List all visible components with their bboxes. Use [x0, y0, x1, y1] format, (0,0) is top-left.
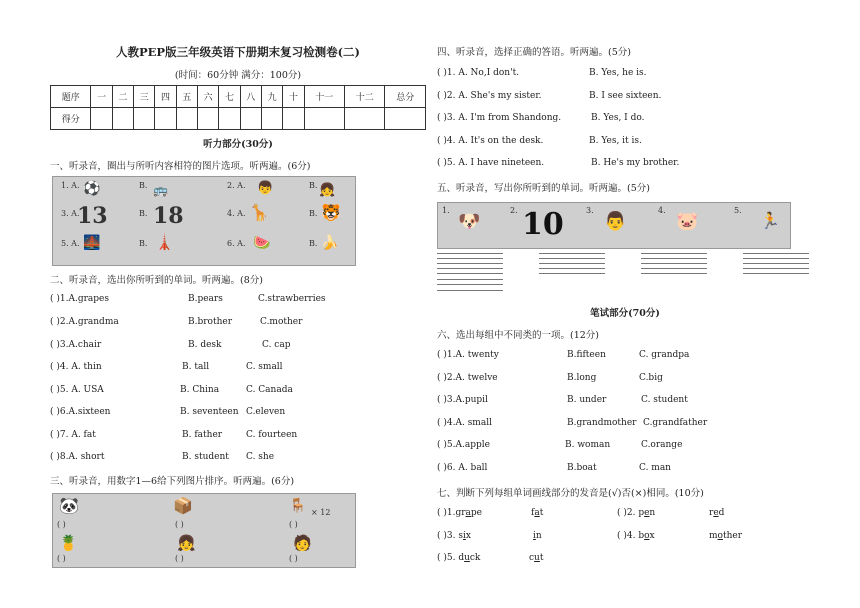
option-b: B. father — [182, 430, 223, 440]
girl-icon: 👧 — [319, 183, 336, 198]
answer-bracket[interactable]: ( ) — [289, 520, 298, 529]
score-entry[interactable] — [283, 108, 304, 130]
pineapple-icon: 🍍 — [59, 534, 78, 552]
option-b: B. Yes, it is. — [589, 136, 642, 146]
exam-info: (时间：60分钟 满分：100分) — [174, 70, 302, 81]
section5-picture-strip — [437, 202, 791, 249]
question-item[interactable]: ( )4. A. It's on the desk. — [437, 136, 544, 146]
dog-icon: 🐶 — [458, 211, 481, 232]
question-item[interactable]: ( )2.A. twelve — [437, 373, 498, 383]
question-item[interactable]: ( )2. pen — [617, 508, 656, 518]
option-c: C.grandfather — [643, 418, 708, 428]
question-item[interactable]: ( )5.A.apple — [437, 440, 490, 450]
question-item[interactable]: ( )2. A. She's my sister. — [437, 91, 542, 101]
question-item[interactable]: ( )1.grape — [437, 508, 483, 518]
label: 1. — [442, 206, 450, 215]
bridge-icon: 🌉 — [83, 235, 101, 251]
option-b: B.grandmother — [567, 418, 637, 428]
man-icon: 👨 — [604, 211, 627, 232]
section2-heading: 二、听录音，选出你所听到的单词。听两遍。(8分) — [50, 275, 263, 286]
score-cell: 十一 — [304, 86, 344, 108]
score-entry[interactable] — [91, 108, 112, 130]
option-c: C. grandpa — [639, 350, 690, 360]
option-b: B.brother — [188, 317, 232, 327]
label: B. — [139, 209, 148, 218]
label: 3. — [586, 206, 594, 215]
tiger-icon: 🐯 — [321, 203, 341, 222]
times-12-tag: × 12 — [311, 508, 331, 517]
number-13: 13 — [77, 203, 108, 229]
label: 5. — [734, 206, 742, 215]
option-b: B.pears — [188, 294, 223, 304]
question-item[interactable]: ( )8.A. short — [50, 452, 105, 462]
watermelon-icon: 🍉 — [253, 235, 271, 251]
boy-icon: 👦 — [257, 181, 274, 196]
score-cell: 八 — [240, 86, 261, 108]
section3-picture-strip — [52, 493, 356, 568]
option-c: C.big — [639, 373, 663, 383]
answer-line[interactable] — [437, 290, 503, 291]
option-c: C. fourteen — [246, 430, 298, 440]
label: B. — [309, 209, 318, 218]
person-icon: 🧑 — [293, 534, 312, 552]
option-c: C. cap — [262, 340, 291, 350]
label: 1. A. — [61, 181, 80, 190]
option-b: B. woman — [565, 440, 611, 450]
score-entry[interactable] — [198, 108, 219, 130]
option-b: B. seventeen — [180, 407, 239, 417]
giraffe-icon: 🦒 — [249, 203, 269, 222]
option-c: C. small — [246, 362, 283, 372]
question-item[interactable]: ( )3. A. I'm from Shandong. — [437, 113, 562, 123]
soccer-ball-icon: ⚽ — [83, 181, 101, 197]
option-c: C. student — [641, 395, 688, 405]
listening-section-title: 听力部分(30分) — [203, 139, 273, 150]
option-b: B. tall — [182, 362, 210, 372]
question-item[interactable]: ( )6. A. ball — [437, 463, 488, 473]
question-item[interactable]: ( )1. A. No,I don't. — [437, 68, 520, 78]
question-item[interactable]: ( )4. box — [617, 531, 655, 541]
section1-heading: 一、听录音，圈出与所听内容相符的图片选项。听两遍。(6分) — [50, 161, 311, 172]
score-cell: 二 — [112, 86, 133, 108]
section1-picture-strip — [52, 176, 356, 266]
bus-icon: 🚌 — [153, 183, 168, 197]
question-item[interactable]: ( )4. A. thin — [50, 362, 102, 372]
answer-bracket[interactable]: ( ) — [175, 520, 184, 529]
answer-line[interactable] — [437, 284, 503, 285]
score-entry[interactable] — [345, 108, 385, 130]
option-c: C.strawberries — [258, 294, 326, 304]
pig-icon: 🐷 — [676, 211, 699, 232]
panda-icon: 🐼 — [59, 496, 79, 515]
banana-icon: 🍌 — [321, 235, 339, 251]
score-entry[interactable] — [176, 108, 197, 130]
writing-section-title: 笔试部分(70分) — [590, 308, 660, 319]
question-item[interactable]: ( )3.A.chair — [50, 340, 102, 350]
score-cell: 十 — [283, 86, 304, 108]
compare-word: red — [709, 508, 725, 518]
score-table-header-row — [51, 86, 426, 108]
question-item[interactable]: ( )6.A.sixteen — [50, 407, 111, 417]
label: B. — [139, 181, 148, 190]
score-entry[interactable] — [134, 108, 155, 130]
answer-bracket[interactable]: ( ) — [289, 554, 298, 563]
label: 4. A. — [227, 209, 246, 218]
answer-bracket[interactable]: ( ) — [57, 520, 66, 529]
compare-word: cut — [529, 553, 544, 563]
question-item[interactable]: ( )1.A.grapes — [50, 294, 109, 304]
score-entry[interactable] — [261, 108, 282, 130]
question-item[interactable]: ( )3.A.pupil — [437, 395, 488, 405]
option-b: B. I see sixteen. — [589, 91, 662, 101]
label: B. — [139, 239, 148, 248]
score-entry[interactable] — [219, 108, 240, 130]
question-item[interactable]: ( )5. A. I have nineteen. — [437, 158, 545, 168]
score-cell: 五 — [176, 86, 197, 108]
option-b: B.long — [567, 373, 597, 383]
option-b: B. Yes, he is. — [589, 68, 647, 78]
score-table — [50, 85, 426, 130]
question-item[interactable]: ( )5. duck — [437, 553, 481, 563]
option-b: B. Yes, I do. — [591, 113, 645, 123]
score-cell: 三 — [134, 86, 155, 108]
score-entry[interactable] — [385, 108, 426, 130]
label: 2. A. — [227, 181, 246, 190]
option-b: B. He's my brother. — [591, 158, 680, 168]
question-item[interactable]: ( )5. A. USA — [50, 385, 104, 395]
compare-word: in — [533, 531, 542, 541]
box-icon: 📦 — [173, 496, 193, 515]
option-b: B. China — [180, 385, 220, 395]
tower-icon: 🗼 — [155, 233, 174, 251]
option-c: C.mother — [260, 317, 303, 327]
section4-heading: 四、听录音，选择正确的答语。听两遍。(5分) — [437, 47, 631, 58]
option-c: C.orange — [641, 440, 683, 450]
score-cell: 九 — [261, 86, 282, 108]
girl-icon: 👧 — [177, 534, 196, 552]
label: 5. A. — [61, 239, 80, 248]
score-table-score-row — [51, 108, 426, 130]
score-cell: 十二 — [345, 86, 385, 108]
question-item[interactable]: ( )7. A. fat — [50, 430, 96, 440]
option-c: C. Canada — [246, 385, 293, 395]
score-cell: 总分 — [385, 86, 426, 108]
score-entry[interactable] — [240, 108, 261, 130]
option-c: C.eleven — [246, 407, 286, 417]
option-b: B.fifteen — [567, 350, 606, 360]
score-cell: 题序 — [51, 86, 91, 108]
answer-line[interactable] — [437, 279, 503, 280]
chair-icon: 🪑 — [289, 498, 307, 514]
option-b: B.boat — [567, 463, 597, 473]
score-cell: 六 — [198, 86, 219, 108]
score-entry[interactable] — [304, 108, 344, 130]
score-entry[interactable] — [155, 108, 176, 130]
label: 4. — [658, 206, 666, 215]
answer-bracket[interactable]: ( ) — [175, 554, 184, 563]
section3-heading: 三、听录音，用数字1—6给下列图片排序。听两遍。(6分) — [50, 476, 295, 487]
label: 3. A. — [61, 209, 80, 218]
section5-heading: 五、听录音，写出你所听到的单词。听两遍。(5分) — [437, 183, 650, 194]
number-18: 18 — [153, 203, 184, 229]
label: B. — [309, 181, 318, 190]
option-c: C. man — [639, 463, 671, 473]
option-c: C. she — [246, 452, 275, 462]
score-entry[interactable] — [112, 108, 133, 130]
number-10: 10 — [522, 207, 564, 242]
score-cell: 得分 — [51, 108, 91, 130]
page-title: 人教PEP版三年级英语下册期末复习检测卷(二) — [116, 45, 360, 59]
compare-word: fat — [531, 508, 544, 518]
option-b: B. desk — [188, 340, 222, 350]
label: 6. A. — [227, 239, 246, 248]
question-item[interactable]: ( )2.A.grandma — [50, 317, 119, 327]
question-item[interactable]: ( )3. six — [437, 531, 471, 541]
option-b: B. under — [567, 395, 607, 405]
score-cell: 一 — [91, 86, 112, 108]
answer-bracket[interactable]: ( ) — [57, 554, 66, 563]
question-item[interactable]: ( )1.A. twenty — [437, 350, 499, 360]
option-b: B. student — [182, 452, 229, 462]
label: B. — [309, 239, 318, 248]
runner-icon: 🏃 — [760, 211, 780, 230]
section6-heading: 六、选出每组中不同类的一项。(12分) — [437, 330, 600, 341]
score-cell: 七 — [219, 86, 240, 108]
question-item[interactable]: ( )4.A. small — [437, 418, 492, 428]
compare-word: mother — [709, 531, 743, 541]
score-cell: 四 — [155, 86, 176, 108]
label: 2. — [510, 206, 518, 215]
section7-heading: 七、判断下列每组单词画线部分的发音是(√)否(×)相同。(10分) — [437, 488, 704, 499]
